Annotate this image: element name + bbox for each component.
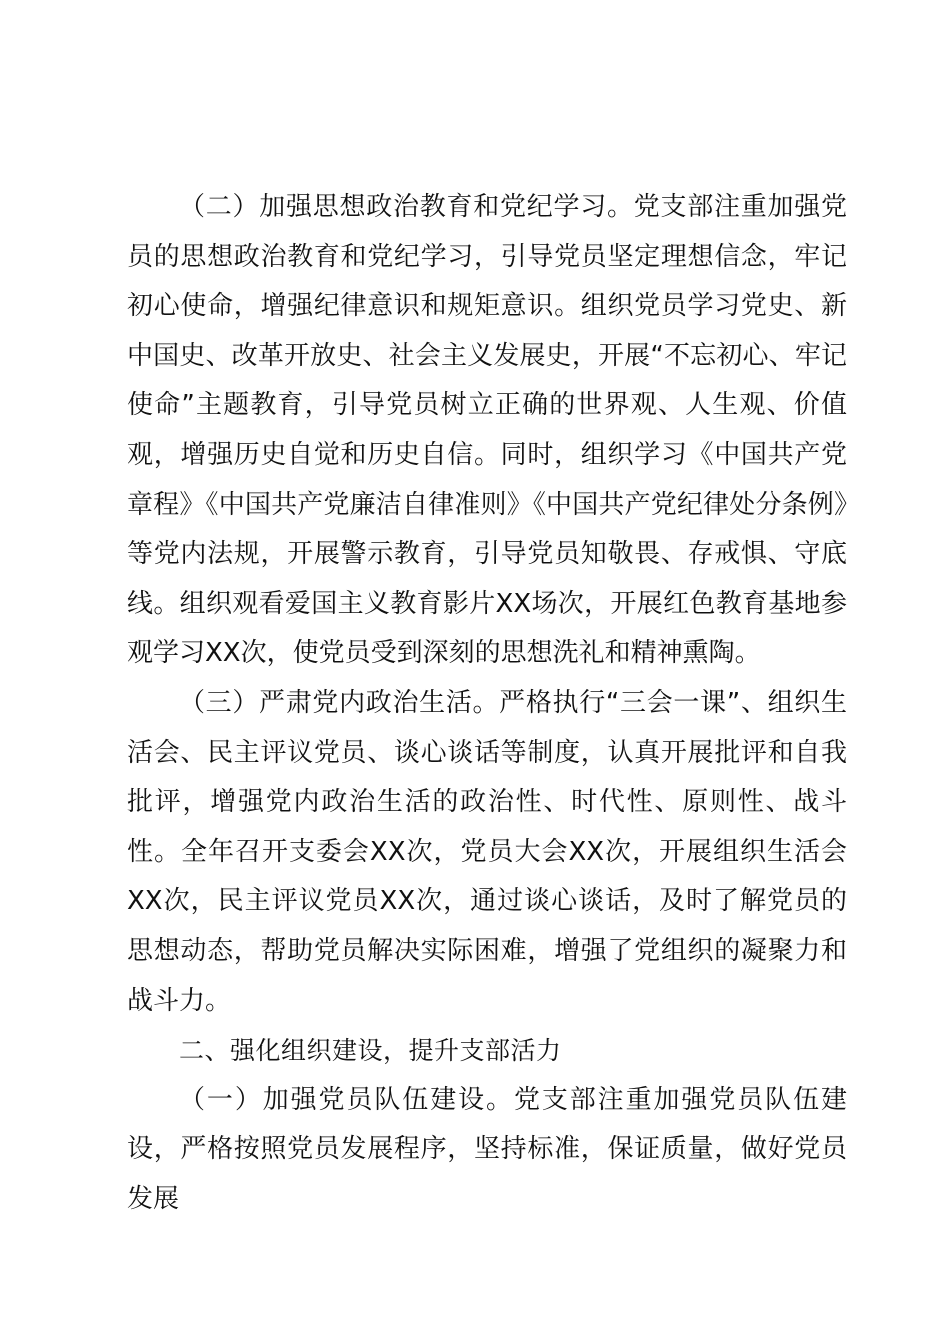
paragraph-team-building: （一）加强党员队伍建设。党支部注重加强党员队伍建设，严格按照党员发展程序，坚持标准，保证质量，做好党员发展 — [127, 1084, 847, 1214]
paragraph-political-life: （三）严肃党内政治生活。严格执行“三会一课”、组织生活会、民主评议党员、谈心谈话等制度，认真开展批评和自我批评，增强党内政治生活的政治性、时代性、原则性、战斗性。全年召开支委会XX次，党员大会XX次，开展组织生活会XX次，民主评议党员XX次，通过谈心谈话，及时了解党员的思想动态，帮助党员解决实际困难，增强了党组织的凝聚力和战斗力。 — [127, 687, 847, 1016]
paragraph-ideological-education: （二）加强思想政治教育和党纪学习。党支部注重加强党员的思想政治教育和党纪学习，引导党员坚定理想信念，牢记初心使命，增强纪律意识和规矩意识。组织党员学习党史、新中国史、改革开放史、社会主义发展史，开展“不忘初心、牢记使命”主题教育，引导党员树立正确的世界观、人生观、价值观，增强历史自觉和历史自信。同时，组织学习《中国共产党章程》《中国共产党廉洁自律准则》《中国共产党纪律处分条例》等党内法规，开展警示教育，引导党员知敬畏、存戒惧、守底线。组织观看爱国主义教育影片XX场次，开展红色教育基地参观学习XX次，使党员受到深刻的思想洗礼和精神熏陶。 — [127, 192, 847, 669]
document-body — [127, 183, 847, 1224]
section-heading: 二、强化组织建设，提升支部活力 — [179, 1036, 562, 1066]
